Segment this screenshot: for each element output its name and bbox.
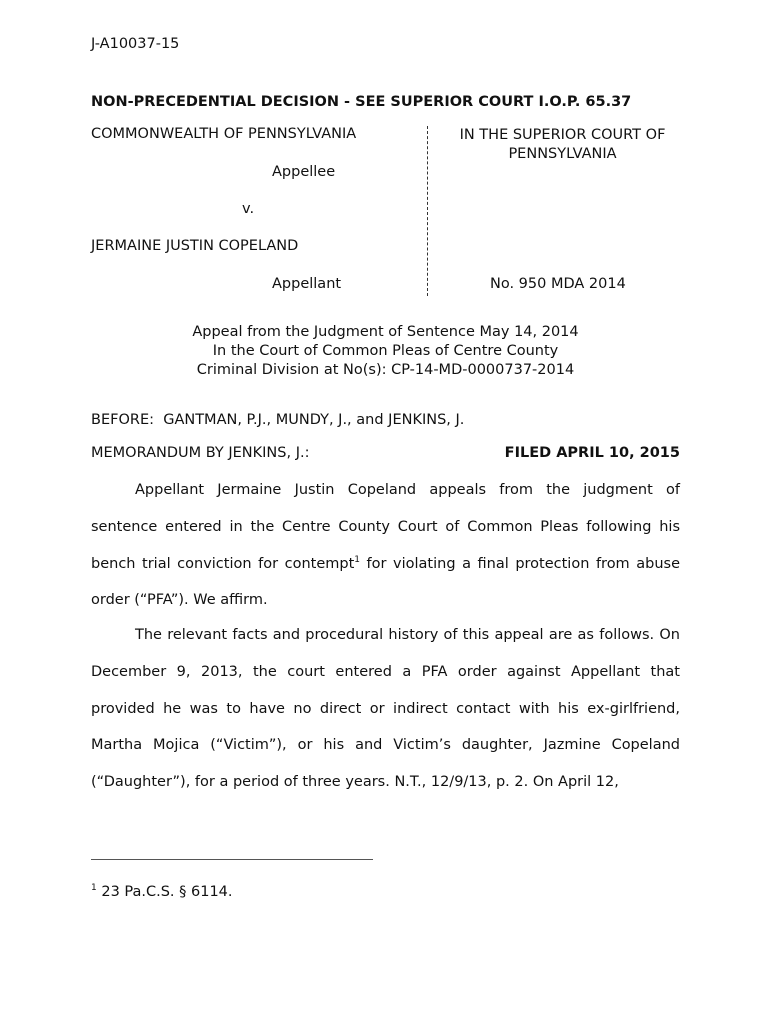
footnote-1 bbox=[91, 884, 233, 900]
p1-text: Appellant Jermaine Justin Copeland appeals from the judgment of sentence entered in the Centre County Court of Common Pleas following his bench trial conviction for contempt bbox=[91, 482, 680, 572]
filed-date: FILED APRIL 10, 2015 bbox=[504, 445, 680, 461]
appellant-name: JERMAINE JUSTIN COPELAND bbox=[91, 238, 299, 254]
appeal-statement bbox=[91, 323, 680, 380]
appeal-line1: Appeal from the Judgment of Sentence May 14, 2014 bbox=[192, 324, 579, 340]
appellant-role: Appellant bbox=[272, 276, 342, 292]
before-panel: BEFORE: GANTMAN, P.J., MUNDY, J., and JENKINS, J. bbox=[91, 412, 465, 428]
footnote-text: 23 Pa.C.S. § 6114. bbox=[101, 884, 233, 900]
appellee-name: COMMONWEALTH OF PENNSYLVANIA bbox=[91, 126, 357, 142]
court-name-line2: PENNSYLVANIA bbox=[508, 146, 617, 162]
appeal-line2: In the Court of Common Pleas of Centre County bbox=[212, 343, 559, 359]
non-precedential-notice: NON-PRECEDENTIAL DECISION - SEE SUPERIOR COURT I.O.P. 65.37 bbox=[91, 94, 632, 110]
court-name bbox=[445, 126, 680, 164]
body-paragraph-1 bbox=[91, 472, 680, 619]
footnote-ref-1: 1 bbox=[354, 554, 360, 565]
versus: v. bbox=[242, 201, 255, 217]
footnote-rule bbox=[91, 859, 373, 860]
p1-text-cont: for violating a final protection from abuse order (“PFA”). We affirm. bbox=[91, 555, 680, 609]
p2-text: The relevant facts and procedural history of this appeal are as follows. On December 9, 2013, the court entered a PFA order against Appellant that provided he was to have no direct or indirect contact with his ex-girlfriend, Martha Mojica (“Victim”), or his and Victim’s daughter, Jazmine Copeland (“Daughter”), for a period of three years. N.T., 12/9/13, p. 2. On April 12, bbox=[91, 627, 680, 791]
caption-divider bbox=[427, 126, 428, 296]
body-paragraph-2 bbox=[91, 617, 680, 801]
appeal-line3: Criminal Division at No(s): CP-14-MD-0000737-2014 bbox=[196, 362, 575, 378]
case-number: No. 950 MDA 2014 bbox=[490, 276, 626, 292]
docket-code: J-A10037-15 bbox=[91, 36, 180, 52]
appellee-role: Appellee bbox=[272, 164, 336, 180]
court-name-line1: IN THE SUPERIOR COURT OF bbox=[459, 127, 666, 143]
memorandum-by: MEMORANDUM BY JENKINS, J.: bbox=[91, 445, 310, 461]
footnote-number: 1 bbox=[91, 883, 97, 894]
